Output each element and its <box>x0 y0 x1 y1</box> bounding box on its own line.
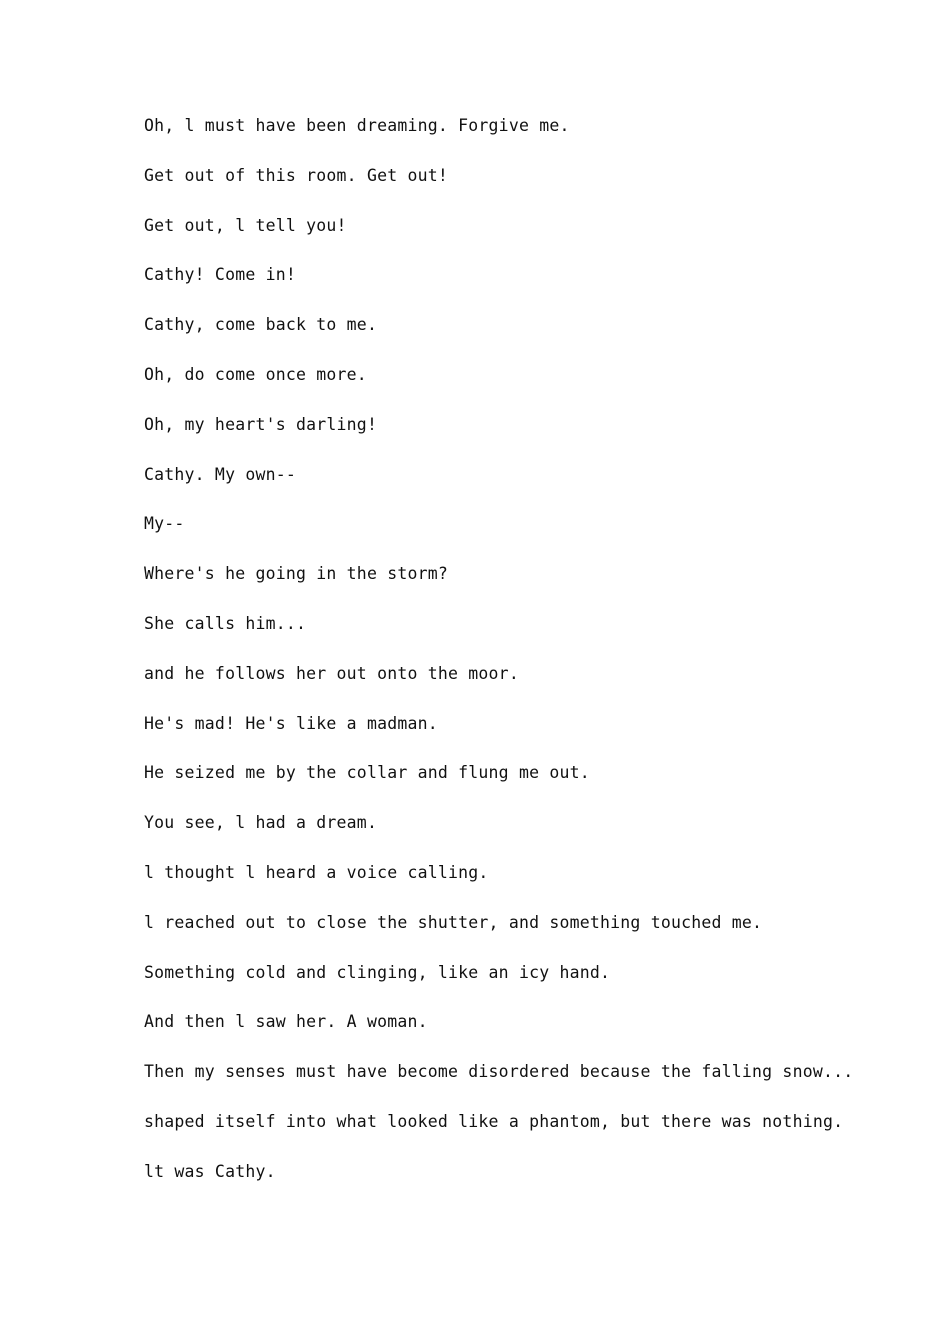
transcript-line: Get out, l tell you! <box>144 215 347 235</box>
transcript-line: Where's he going in the storm? <box>144 564 449 584</box>
transcript-line: Oh, my heart's darling! <box>144 414 378 434</box>
transcript-line: And then l saw her. A woman. <box>144 1012 428 1032</box>
transcript-line: Get out of this room. Get out! <box>144 165 449 185</box>
transcript-line: Something cold and clinging, like an icy hand. <box>144 962 611 982</box>
transcript-line: Oh, l must have been dreaming. Forgive me. <box>144 116 570 135</box>
transcript-line: lt was Cathy. <box>144 1161 276 1181</box>
transcript-line: He's mad! He's like a madman. <box>144 713 438 733</box>
transcript-line: Oh, do come once more. <box>144 364 367 384</box>
transcript-line: and he follows her out onto the moor. <box>144 663 519 683</box>
transcript-line: She calls him... <box>144 613 307 633</box>
transcript-line: shaped itself into what looked like a phantom, but there was nothing. <box>144 1111 844 1131</box>
transcript-line: l reached out to close the shutter, and something touched me. <box>144 912 763 932</box>
transcript-line: l thought l heard a voice calling. <box>144 862 489 882</box>
transcript-line: Then my senses must have become disordered because the falling snow... <box>144 1062 854 1082</box>
transcript-lines <box>144 114 853 1210</box>
transcript-line: My-- <box>144 514 185 534</box>
transcript-line: Cathy, come back to me. <box>144 315 378 335</box>
transcript-line: You see, l had a dream. <box>144 813 378 833</box>
transcript-line: He seized me by the collar and flung me out. <box>144 763 590 783</box>
transcript-line: Cathy. My own-- <box>144 464 297 484</box>
transcript-line: Cathy! Come in! <box>144 265 297 285</box>
